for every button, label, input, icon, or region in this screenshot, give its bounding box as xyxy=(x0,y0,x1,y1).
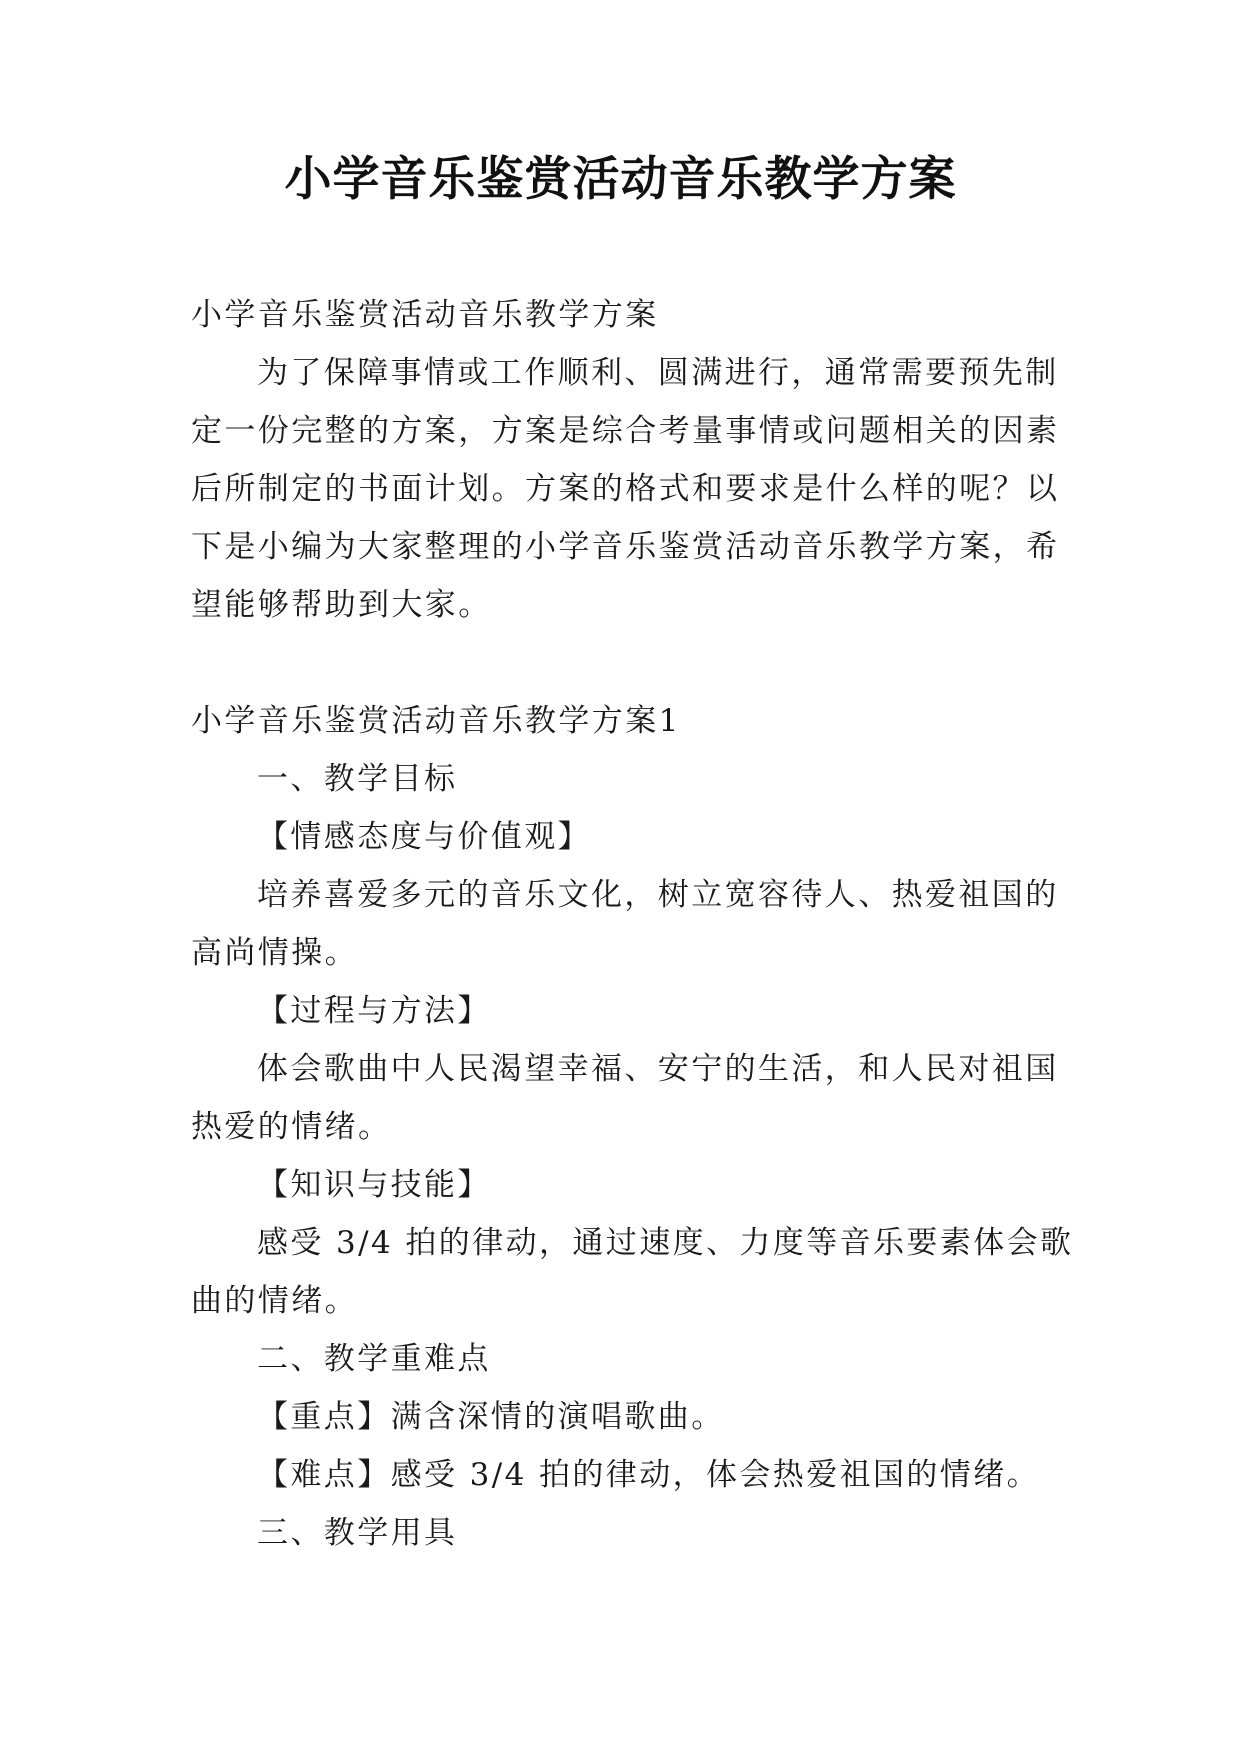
subheading-emotion-values: 【情感态度与价值观】 xyxy=(257,819,591,855)
subheading-knowledge-skills: 【知识与技能】 xyxy=(257,1167,491,1203)
knowledge-line: 感受 3/4 拍的律动，通过速度、力度等音乐要素体会歌 xyxy=(257,1225,1074,1261)
part-heading-teaching-goals: 一、教学目标 xyxy=(257,761,458,797)
knowledge-line: 曲的情绪。 xyxy=(191,1283,358,1319)
subheading-process-methods: 【过程与方法】 xyxy=(257,993,491,1029)
emotion-line: 高尚情操。 xyxy=(191,935,358,971)
process-paragraph xyxy=(191,1040,1059,1156)
document-subtitle: 小学音乐鉴赏活动音乐教学方案 xyxy=(191,297,659,333)
intro-line: 为了保障事情或工作顺利、圆满进行，通常需要预先制 xyxy=(257,355,1059,391)
intro-line: 后所制定的书面计划。方案的格式和要求是什么样的呢？以 xyxy=(191,471,1060,507)
document-body xyxy=(191,286,1074,1562)
process-line: 热爱的情绪。 xyxy=(191,1109,392,1145)
paragraph-spacer xyxy=(191,634,1049,692)
intro-line: 望能够帮助到大家。 xyxy=(191,587,492,623)
part-heading-key-difficult-points: 二、教学重难点 xyxy=(257,1341,491,1377)
knowledge-paragraph xyxy=(191,1214,1074,1330)
emotion-line: 培养喜爱多元的音乐文化，树立宽容待人、热爱祖国的 xyxy=(257,877,1059,913)
intro-paragraph xyxy=(191,344,1060,634)
process-line: 体会歌曲中人民渴望幸福、安宁的生活，和人民对祖国 xyxy=(257,1051,1059,1087)
part-heading-teaching-tools: 三、教学用具 xyxy=(257,1515,458,1551)
document-title: 小学音乐鉴赏活动音乐教学方案 xyxy=(284,152,957,207)
intro-line: 定一份完整的方案，方案是综合考量事情或问题相关的因素 xyxy=(191,413,1060,449)
section-heading: 小学音乐鉴赏活动音乐教学方案1 xyxy=(191,703,681,739)
emotion-paragraph xyxy=(191,866,1059,982)
intro-line: 下是小编为大家整理的小学音乐鉴赏活动音乐教学方案，希 xyxy=(191,529,1060,565)
difficult-point-line: 【难点】感受 3/4 拍的律动，体会热爱祖国的情绪。 xyxy=(257,1457,1040,1493)
key-point-line: 【重点】满含深情的演唱歌曲。 xyxy=(257,1399,725,1435)
